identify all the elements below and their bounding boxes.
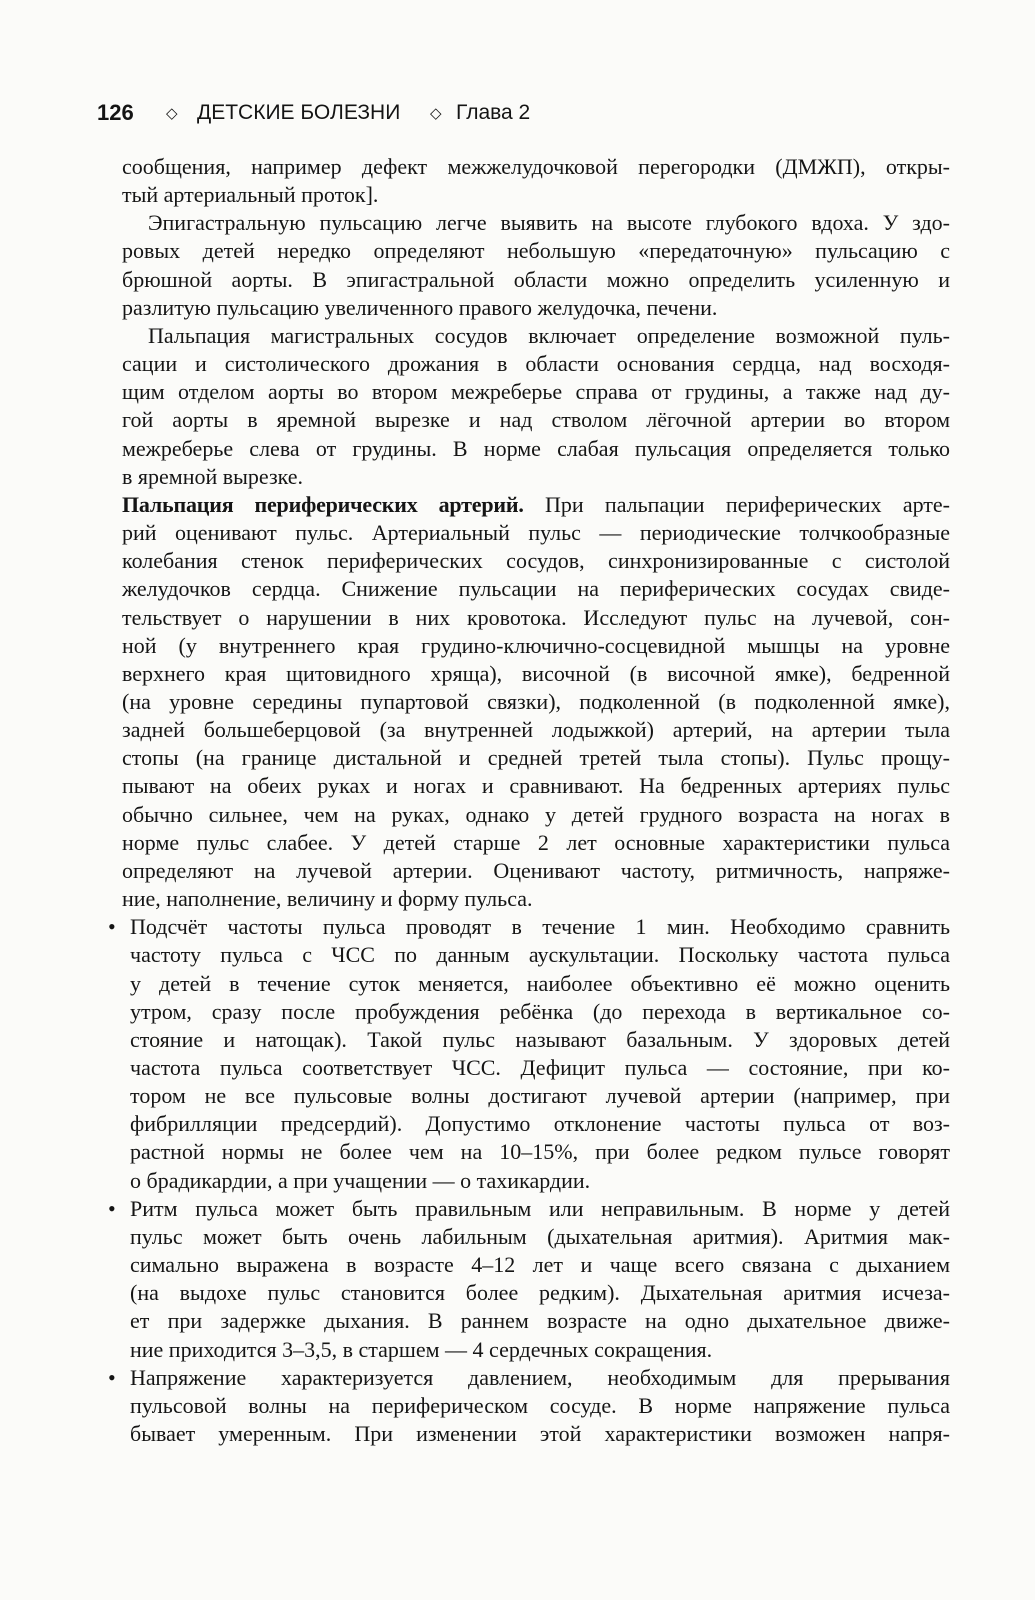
text-line: пывают на обеих руках и ногах и сравнивают. На бедренных артериях пульс	[122, 773, 950, 799]
text-line: бывает умеренным. При изменении этой характеристики возможен напря-	[130, 1421, 950, 1447]
text-line: Ритм пульса может быть правильным или неправильным. В норме у детей	[130, 1195, 950, 1221]
text-line: стояние и натощак). Такой пульс называют базальным. У здоровых детей	[130, 1026, 950, 1052]
text-line: стопы (на границе дистальной и средней третей тыла стопы). Пульс прощу-	[122, 745, 950, 771]
text-line: пульсовой волны на периферическом сосуде. В норме напряжение пульса	[130, 1392, 950, 1418]
bullet-mark-icon: •	[108, 1364, 116, 1390]
text-line: межреберье слева от грудины. В норме слабая пульсация определяется только	[122, 435, 950, 461]
text-line: пульс может быть очень лабильным (дыхательная аритмия). Аритмия мак-	[130, 1223, 950, 1249]
text-line: симально выражена в возрасте 4–12 лет и чаще всего связана с дыханием	[130, 1252, 950, 1278]
text-line: частота пульса соответствует ЧСС. Дефицит пульса — состояние, при ко-	[130, 1055, 950, 1080]
text-line: верхнего края щитовидного хряща), височной (в височной ямке), бедренной	[122, 660, 950, 686]
text-line: растной нормы не более чем на 10–15%, при более редком пульсе говорят	[130, 1139, 950, 1165]
page-number: 126	[97, 100, 134, 125]
text-line: (на уровне середины пупартовой связки), подколенной (в подколенной ямке),	[122, 688, 950, 714]
text-line: ние, наполнение, величину и форму пульса.	[122, 886, 533, 912]
text-line: обычно сильнее, чем на руках, однако у детей грудного возраста на ногах в	[122, 801, 950, 827]
paragraph	[122, 209, 950, 322]
text-line: задней большеберцовой (за внутренней лодыжкой) артерий, на артерии тыла	[122, 717, 950, 743]
text-line: норме пульс слабее. У детей старше 2 лет основные характеристики пульса	[122, 829, 950, 855]
bullet-mark-icon: •	[108, 1195, 116, 1221]
text-line: утром, сразу после пробуждения ребёнка (до перехода в вертикальное со-	[130, 998, 950, 1024]
text-line: фибрилляции предсердий). Допустимо отклонение частоты пульса от воз-	[130, 1111, 950, 1137]
text-line: ет при задержке дыхания. В раннем возрасте на одно дыхательное движе-	[130, 1308, 950, 1334]
text-line: тельствует о нарушении в них кровотока. Исследуют пульс на лучевой, сон-	[122, 604, 950, 630]
text-line: ровых детей нередко определяют небольшую «передаточную» пульсацию с	[122, 238, 950, 264]
paragraph	[122, 322, 950, 491]
text-line: Напряжение характеризуется давлением, необходимым для прерывания	[130, 1364, 950, 1390]
text-line: желудочков сердца. Снижение пульсации на периферических сосудах свиде-	[122, 576, 950, 602]
run-in-heading: Пальпация периферических артерий.	[122, 491, 524, 517]
text-line: колебания стенок периферических сосудов, синхронизированные с систолой	[122, 548, 950, 574]
bullet-item	[108, 1364, 950, 1448]
text-line: Подсчёт частоты пульса проводят в течение 1 мин. Необходимо сравнить	[130, 914, 950, 940]
paragraph	[122, 153, 950, 209]
text-line: определяют на лучевой артерии. Оценивают частоту, ритмичность, напряже-	[122, 857, 950, 883]
text-line: ной (у внутреннего края грудино-ключично-сосцевидной мышцы на уровне	[122, 632, 950, 658]
chapter-label: Глава 2	[456, 101, 531, 124]
header-separator-icon: ◇	[166, 104, 178, 122]
header-separator-icon: ◇	[430, 104, 442, 122]
text-line: тором не все пульсовые волны достигают лучевой артерии (например, при	[130, 1083, 950, 1109]
text-line: гой аорты в яремной вырезке и над стволом лёгочной артерии во втором	[122, 407, 950, 433]
text-line	[122, 491, 950, 519]
text-line: в яремной вырезке.	[122, 463, 304, 489]
text-line: Эпигастральную пульсацию легче выявить на высоте глубокого вдоха. У здо-	[148, 210, 950, 236]
text-line: сообщения, например дефект межжелудочковой перегородки (ДМЖП), откры-	[122, 154, 950, 179]
run-in-text: При пальпации периферических арте-	[544, 491, 951, 517]
text-line: у детей в течение суток меняется, наиболее объективно её можно оценить	[130, 970, 950, 996]
bullet-item	[108, 1195, 950, 1364]
paragraph	[122, 491, 950, 913]
text-line: разлитую пульсацию увеличенного правого желудочка, печени.	[122, 294, 718, 320]
bullet-item	[108, 913, 950, 1195]
text-line: (на выдохе пульс становится более редким). Дыхательная аритмия исчеза-	[130, 1280, 950, 1306]
text-line: брюшной аорты. В эпигастральной области можно определить усиленную и	[122, 266, 950, 292]
text-line: частоту пульса с ЧСС по данным аускультации. Поскольку частота пульса	[130, 942, 950, 968]
text-line: сации и систолического дрожания в области основания сердца, над восходя-	[122, 351, 950, 377]
book-title: ДЕТСКИЕ БОЛЕЗНИ	[197, 101, 401, 124]
text-line: тый артериальный проток].	[122, 182, 379, 208]
text-line: ние приходится 3–3,5, в старшем — 4 сердечных сокращения.	[130, 1336, 713, 1362]
text-line: щим отделом аорты во втором межреберье справа от грудины, а также над ду-	[122, 379, 950, 405]
text-line: рий оценивают пульс. Артериальный пульс — периодические толчкообразные	[122, 520, 950, 546]
bullet-mark-icon: •	[108, 914, 116, 940]
text-line: Пальпация магистральных сосудов включает определение возможной пуль-	[148, 322, 950, 348]
text-line: о брадикардии, а при учащении — о тахикардии.	[130, 1167, 591, 1193]
body-text	[108, 153, 951, 1448]
